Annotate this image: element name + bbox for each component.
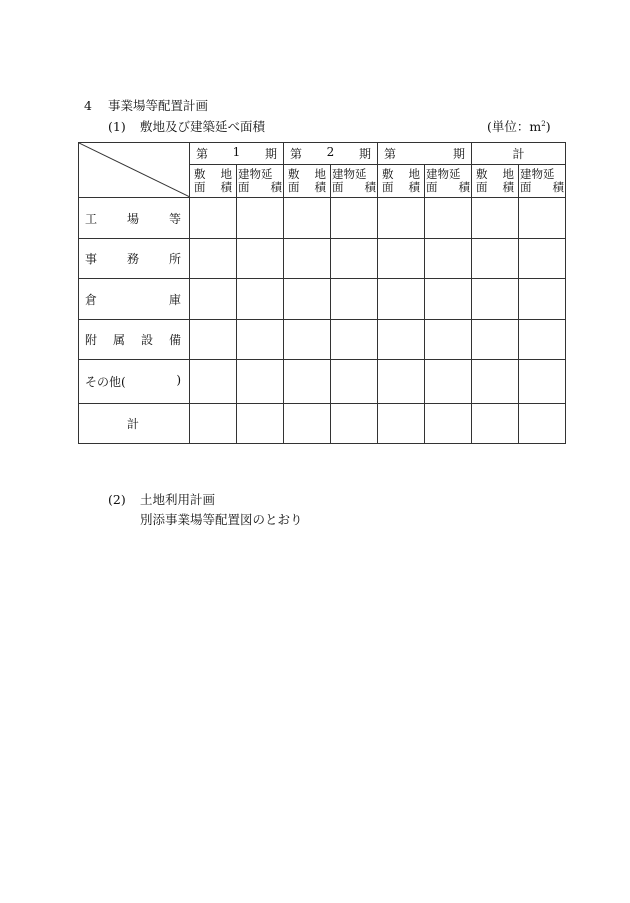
table-cell[interactable]: [190, 360, 237, 404]
period-header: 第 2 期: [284, 143, 378, 165]
section-title: 事業場等配置計画: [108, 98, 209, 113]
period-header: 第 1 期: [190, 143, 284, 165]
table-cell[interactable]: [190, 404, 237, 444]
table-row: [79, 360, 566, 404]
table-cell[interactable]: [284, 404, 331, 444]
table-row: [79, 239, 566, 279]
table-cell[interactable]: [472, 279, 519, 320]
table-cell[interactable]: [378, 320, 425, 360]
table-cell[interactable]: [378, 360, 425, 404]
table-cell[interactable]: [425, 279, 472, 320]
section-heading: [84, 96, 208, 114]
row-label: 倉 庫: [79, 279, 190, 320]
table-cell[interactable]: [331, 198, 378, 239]
row-label-total: 計: [79, 404, 190, 444]
table-cell[interactable]: [284, 320, 331, 360]
table-cell[interactable]: [331, 360, 378, 404]
diagonal-corner-cell: [79, 143, 190, 198]
table-cell[interactable]: [331, 279, 378, 320]
table-cell[interactable]: [378, 198, 425, 239]
subsection-2-text: 別添事業場等配置図のとおり: [140, 512, 303, 527]
table-cell[interactable]: [378, 279, 425, 320]
subsection-2-number: (2): [108, 492, 126, 507]
table-cell[interactable]: [190, 198, 237, 239]
table-cell[interactable]: [519, 404, 566, 444]
table-cell[interactable]: [519, 239, 566, 279]
table-cell[interactable]: [190, 320, 237, 360]
table-cell[interactable]: [284, 198, 331, 239]
table-cell[interactable]: [190, 239, 237, 279]
site-area-header: 敷 地 面 積: [190, 165, 237, 198]
table-cell[interactable]: [519, 198, 566, 239]
unit-label: (単位：$m^2$): [487, 119, 551, 134]
table-cell[interactable]: [237, 320, 284, 360]
row-label: 附 属 設 備: [79, 320, 190, 360]
building-area-header: 建物延 面 積: [519, 165, 566, 198]
table-cell[interactable]: [237, 360, 284, 404]
table-cell[interactable]: [519, 279, 566, 320]
table-row: [79, 320, 566, 360]
table-cell[interactable]: [519, 360, 566, 404]
site-area-header: 敷 地 面 積: [284, 165, 331, 198]
table-cell[interactable]: [378, 404, 425, 444]
row-label: 工 場 等: [79, 198, 190, 239]
building-area-header: 建物延 面 積: [237, 165, 284, 198]
table-cell[interactable]: [190, 279, 237, 320]
subsection-2-heading: [108, 490, 215, 508]
table-row: [79, 279, 566, 320]
site-area-header: 敷 地 面 積: [378, 165, 425, 198]
period-header: 第 期: [378, 143, 472, 165]
area-table: [78, 142, 566, 444]
table-cell[interactable]: [331, 239, 378, 279]
subsection-1-title: 敷地及び建築延べ面積: [140, 119, 266, 134]
period-header-total: 計: [472, 143, 566, 165]
table-cell[interactable]: [519, 320, 566, 360]
table-cell[interactable]: [284, 360, 331, 404]
table-cell[interactable]: [237, 198, 284, 239]
table-cell[interactable]: [237, 404, 284, 444]
table-cell[interactable]: [425, 404, 472, 444]
table-cell[interactable]: [331, 320, 378, 360]
table-cell[interactable]: [472, 360, 519, 404]
table-row: [79, 198, 566, 239]
row-label: 事 務 所: [79, 239, 190, 279]
table-cell[interactable]: [425, 239, 472, 279]
table-cell[interactable]: [284, 239, 331, 279]
table-cell[interactable]: [472, 239, 519, 279]
section-number: 4: [84, 98, 92, 113]
table-cell[interactable]: [472, 404, 519, 444]
table-cell[interactable]: [284, 279, 331, 320]
table-cell[interactable]: [237, 239, 284, 279]
table-cell[interactable]: [425, 360, 472, 404]
table-cell[interactable]: [425, 198, 472, 239]
subsection-1-number: (1): [108, 119, 126, 134]
table-cell[interactable]: [378, 239, 425, 279]
row-label: その他( ): [79, 360, 190, 404]
site-area-header: 敷 地 面 積: [472, 165, 519, 198]
table-cell[interactable]: [425, 320, 472, 360]
table-cell[interactable]: [331, 404, 378, 444]
building-area-header: 建物延 面 積: [331, 165, 378, 198]
subsection-1-heading: [108, 117, 265, 135]
building-area-header: 建物延 面 積: [425, 165, 472, 198]
table-cell[interactable]: [472, 198, 519, 239]
period-header-row: [79, 143, 566, 165]
table-cell[interactable]: [472, 320, 519, 360]
subsection-2-title: 土地利用計画: [140, 492, 216, 507]
table-cell[interactable]: [237, 279, 284, 320]
table-row-total: [79, 404, 566, 444]
diagonal-line: [79, 143, 190, 197]
